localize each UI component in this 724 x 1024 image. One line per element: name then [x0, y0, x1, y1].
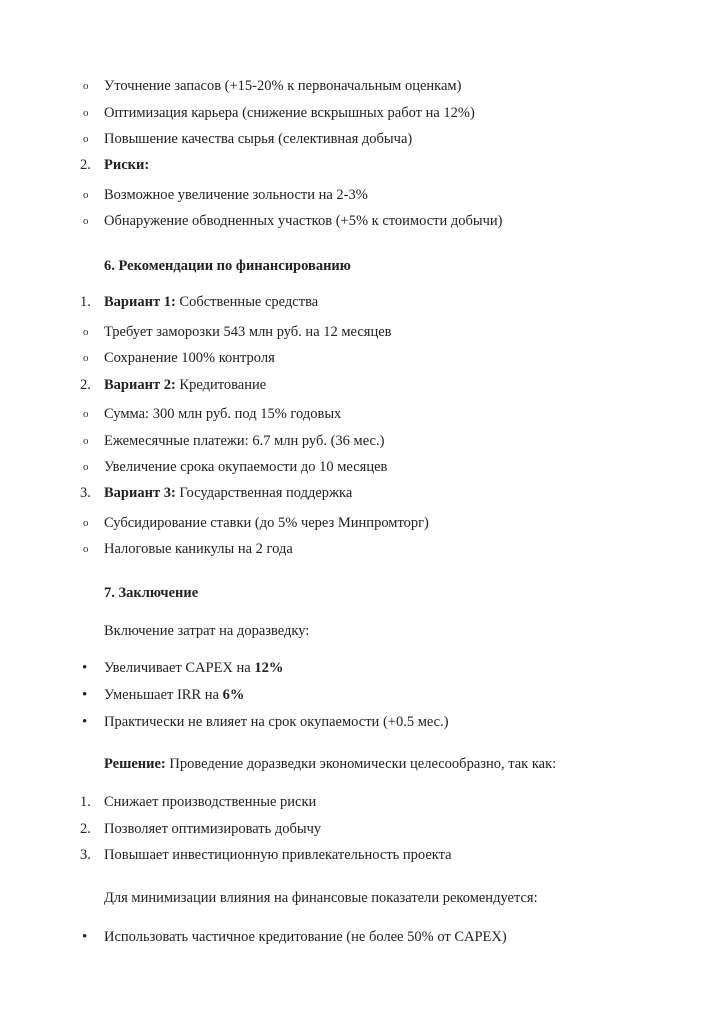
list-item-text: Обнаружение обводненных участков (+5% к стоимости добычи)	[104, 213, 503, 229]
list-item	[0, 128, 724, 150]
list-item	[0, 926, 724, 948]
list-item-text: Ежемесячные платежи: 6.7 млн руб. (36 мес.)	[104, 433, 385, 449]
paragraph: Включение затрат на доразведку:	[104, 623, 310, 639]
circle-bullet-icon: o	[83, 215, 89, 227]
numbered-item	[0, 791, 724, 813]
list-item	[0, 657, 724, 679]
list-number: 3.	[80, 847, 91, 863]
list-item	[0, 321, 724, 343]
list-item-text: Повышает инвестиционную привлекательность проекта	[104, 847, 452, 863]
list-item	[0, 456, 724, 478]
circle-bullet-icon: o	[83, 408, 89, 420]
decision-text: Проведение доразведки экономически целесообразно, так как:	[165, 756, 557, 772]
list-item-text: Субсидирование ставки (до 5% через Минпромторг)	[104, 515, 429, 531]
list-item-value: 12%	[254, 660, 284, 676]
circle-bullet-icon: o	[83, 435, 89, 447]
variant-label: Вариант 1:	[104, 294, 176, 310]
variant-text: Государственная поддержка	[175, 485, 353, 501]
list-item-text: Налоговые каникулы на 2 года	[104, 541, 293, 557]
list-number: 2.	[80, 157, 91, 173]
list-item-text: Практически не влияет на срок окупаемости (+0.5 мес.)	[104, 714, 449, 730]
list-item-text: Уточнение запасов (+15-20% к первоначальным оценкам)	[104, 78, 462, 94]
list-item-text: Уменьшает IRR на	[104, 687, 223, 703]
list-number: 1.	[80, 294, 91, 310]
list-item-text: Сохранение 100% контроля	[104, 350, 275, 366]
list-number: 2.	[80, 377, 91, 393]
variant-text: Собственные средства	[175, 294, 319, 310]
variant-text: Кредитование	[175, 377, 267, 393]
list-item-text: Использовать частичное кредитование (не более 50% от CAPEX)	[104, 929, 507, 945]
risks-label: Риски:	[104, 157, 150, 173]
list-item	[0, 102, 724, 124]
numbered-item-risks	[0, 154, 724, 176]
list-item-text: Снижает производственные риски	[104, 794, 317, 810]
list-item	[0, 711, 724, 733]
circle-bullet-icon: o	[83, 326, 89, 338]
variant-label: Вариант 2:	[104, 377, 176, 393]
numbered-item-variant	[0, 291, 724, 313]
circle-bullet-icon: o	[83, 517, 89, 529]
list-item	[0, 403, 724, 425]
list-item	[0, 430, 724, 452]
list-item-text: Требует заморозки 543 млн руб. на 12 месяцев	[104, 324, 392, 340]
list-item-text: Возможное увеличение зольности на 2-3%	[104, 187, 368, 203]
list-item	[0, 684, 724, 706]
decision-paragraph	[0, 753, 724, 775]
circle-bullet-icon: o	[83, 107, 89, 119]
numbered-item	[0, 844, 724, 866]
list-item-text: Сумма: 300 млн руб. под 15% годовых	[104, 406, 342, 422]
list-item-text: Позволяет оптимизировать добычу	[104, 821, 322, 837]
list-item	[0, 347, 724, 369]
dot-bullet-icon: •	[82, 660, 88, 676]
numbered-item-variant	[0, 482, 724, 504]
list-item-text: Оптимизация карьера (снижение вскрышных работ на 12%)	[104, 105, 475, 121]
list-number: 1.	[80, 794, 91, 810]
circle-bullet-icon: o	[83, 543, 89, 555]
list-item	[0, 512, 724, 534]
numbered-item-variant	[0, 374, 724, 396]
circle-bullet-icon: o	[83, 352, 89, 364]
circle-bullet-icon: o	[83, 189, 89, 201]
circle-bullet-icon: o	[83, 461, 89, 473]
dot-bullet-icon: •	[82, 687, 88, 703]
section-heading: 7. Заключение	[104, 585, 199, 601]
dot-bullet-icon: •	[82, 929, 88, 945]
list-item	[0, 75, 724, 97]
list-number: 2.	[80, 821, 91, 837]
list-item-text: Повышение качества сырья (селективная добыча)	[104, 131, 413, 147]
variant-label: Вариант 3:	[104, 485, 176, 501]
circle-bullet-icon: o	[83, 133, 89, 145]
list-item-text: Увеличение срока окупаемости до 10 месяцев	[104, 459, 388, 475]
paragraph: Для минимизации влияния на финансовые показатели рекомендуется:	[104, 890, 538, 906]
numbered-item	[0, 818, 724, 840]
circle-bullet-icon: o	[83, 80, 89, 92]
list-item-value: 6%	[222, 687, 245, 703]
dot-bullet-icon: •	[82, 714, 88, 730]
list-item	[0, 184, 724, 206]
decision-label: Решение:	[104, 756, 166, 772]
list-number: 3.	[80, 485, 91, 501]
list-item	[0, 538, 724, 560]
list-item	[0, 210, 724, 232]
section-heading: 6. Рекомендации по финансированию	[104, 258, 351, 274]
list-item-text: Увеличивает CAPEX на	[104, 660, 255, 676]
